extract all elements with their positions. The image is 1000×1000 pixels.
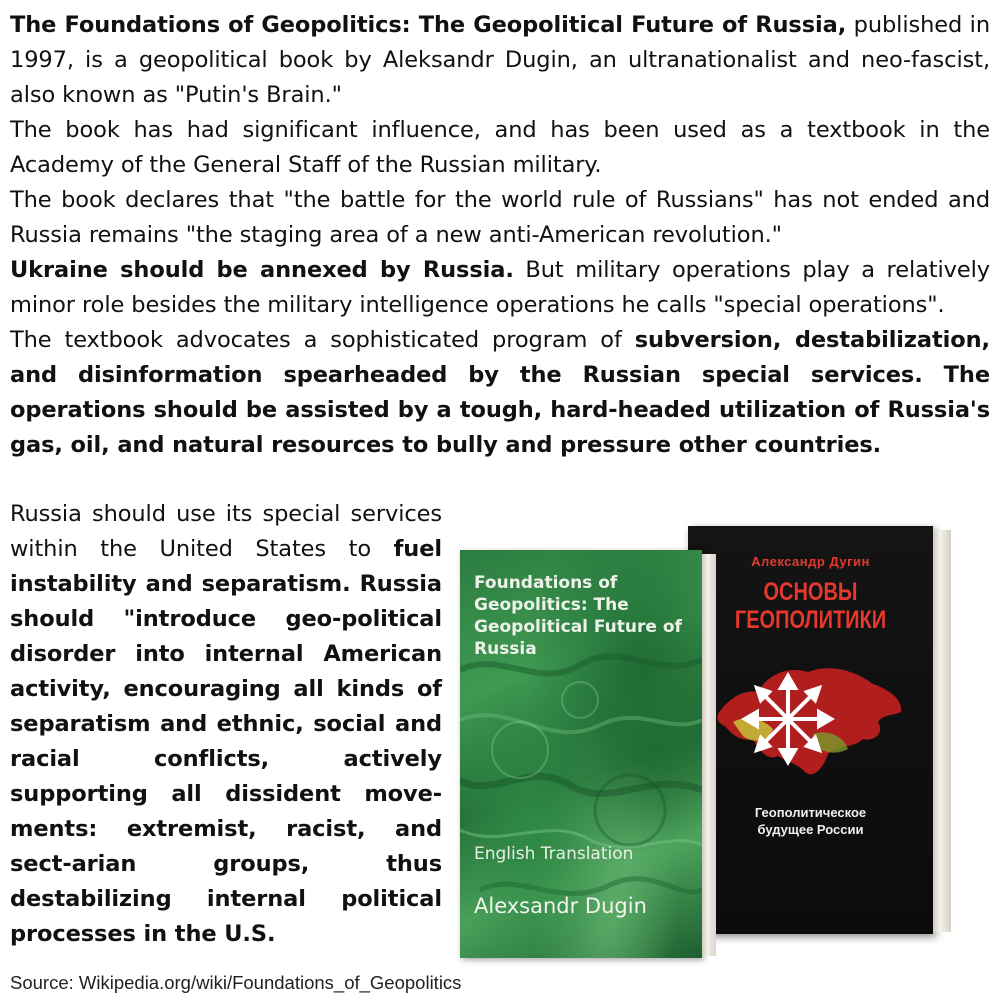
intro-rest: published in 1997, is a geopolitical book by Aleksandr Dugin, an ultranationalist and neo-fascist, also known as "Putin's Brain." — [10, 12, 990, 108]
book-title-bold: The Foundations of Geopolitics: The Geopolitical Future of Russia, — [10, 12, 847, 38]
russian-book-pages — [933, 530, 951, 932]
english-book-author: Alexsandr Dugin — [474, 894, 647, 918]
program-start: The textbook advocates a sophisticated program of — [10, 327, 635, 353]
intro-text — [10, 8, 990, 463]
program-bold: subversion, destabilization, and disinformation spearheaded by the Russian special services. The operations should be assisted by a tough, hard-headed utilization of Russia's gas, oil, and natural resources to bully and pressure other countries. — [10, 327, 990, 458]
paragraph-declaration: The book declares that "the battle for the world rule of Russians" has not ended and Russia remains "the staging area of a new anti-American revolution." — [10, 187, 990, 248]
ukraine-bold: Ukraine should be annexed by Russia. — [10, 257, 514, 283]
us-start: Russia should use its special services within the United States to — [10, 501, 442, 562]
paragraph-us — [10, 497, 442, 952]
english-book-title: Foundations of Geopolitics: The Geopolitical Future of Russia — [474, 573, 682, 659]
russian-book-subtitle — [688, 804, 933, 838]
english-book-subtitle: English Translation — [474, 844, 634, 864]
us-bold: fuel instability and separatism. Russia should "introduce geo-political disorder into internal American activity, encouraging all kinds of separatism and ethnic, social and racial conflicts, actively supporting all dissident move-ments: extremist, racist, and sect-arian groups, thus destabilizing internal political processes in the U.S. — [10, 536, 442, 947]
russian-book-cover — [688, 526, 933, 934]
paragraph-influence: The book has had significant influence, and has been used as a textbook in the Academy of the General Staff of the Russian military. — [10, 117, 990, 178]
paragraph-program — [10, 323, 990, 463]
source-citation: Source: Wikipedia.org/wiki/Foundations_of_Geopolitics — [10, 972, 462, 993]
english-book-cover — [460, 550, 702, 958]
russian-title-line1: ОСНОВЫ — [763, 578, 858, 606]
english-book-pages — [702, 554, 716, 956]
russian-subtitle-line2: будущее России — [757, 822, 864, 837]
russian-subtitle-line1: Геополитическое — [754, 805, 867, 820]
russian-title-line2: ГЕОПОЛИТИКИ — [734, 606, 887, 634]
paragraph-ukraine — [10, 253, 990, 323]
chaos-star-icon — [745, 676, 831, 762]
eurasia-map-illustration — [713, 644, 908, 794]
ukraine-rest: But military operations play a relatively minor role besides the military intelligence operations he calls "special operations". — [10, 257, 990, 318]
russian-book — [688, 526, 958, 936]
side-text — [10, 497, 442, 952]
russian-book-title — [713, 578, 909, 634]
english-book — [460, 550, 708, 960]
paragraph-book-intro — [10, 8, 990, 113]
russian-book-author: Александр Дугин — [751, 554, 870, 569]
book-covers — [455, 520, 1000, 970]
